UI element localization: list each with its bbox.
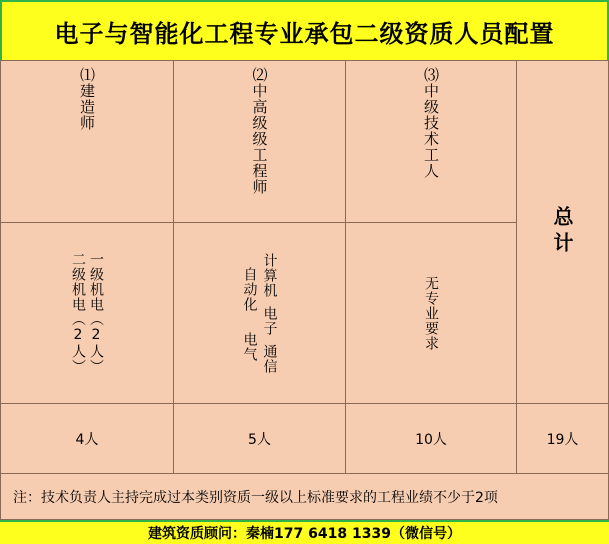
count-technician: 10人	[415, 431, 447, 448]
count-engineer: 5人	[248, 431, 271, 448]
count-cell-engineer	[173, 403, 346, 474]
header-technician: ⑶中级技术工人	[422, 67, 440, 179]
contact-footer: 建筑资质顾问：秦楠177 6418 1339（微信号）	[0, 520, 609, 544]
architect-requirements	[70, 252, 104, 374]
page-title: 电子与智能化工程专业承包二级资质人员配置	[0, 0, 609, 62]
requirement-line: 一级机电（2人）	[88, 252, 104, 374]
count-cell-architect	[0, 403, 174, 474]
engineer-req-col-left	[242, 253, 258, 374]
header-architect: ⑴建造师	[78, 67, 96, 131]
engineer-requirements	[242, 253, 278, 374]
total-label: 总计	[550, 206, 574, 258]
header-cell-technician	[345, 60, 517, 223]
requirement-line: 通信	[261, 343, 278, 374]
total-cell	[516, 60, 609, 404]
requirement-line: 自动化	[241, 266, 258, 312]
requirement-line: 二级机电（2人）	[70, 252, 86, 374]
header-engineer: ⑵中高级级工程师	[250, 67, 269, 195]
requirement-line: 计算机	[261, 252, 278, 298]
engineer-req-col-right	[262, 253, 278, 374]
requirement-cell-engineer	[173, 222, 346, 404]
count-cell-technician	[345, 403, 517, 474]
footnote: 注：技术负责人主持完成过本类别资质一级以上标准要求的工程业绩不少于2项	[0, 473, 609, 520]
count-cell-total	[516, 403, 609, 474]
header-cell-engineer	[173, 60, 346, 223]
requirement-line: 无专业要求	[423, 275, 439, 351]
count-architect: 4人	[75, 431, 99, 448]
requirement-line: 电气	[241, 331, 258, 362]
requirement-cell-technician	[345, 222, 517, 404]
count-total: 19人	[546, 431, 579, 448]
staff-table	[0, 60, 609, 520]
requirement-cell-architect	[0, 222, 174, 404]
requirement-line: 电子	[261, 305, 278, 336]
header-cell-architect	[0, 60, 174, 223]
